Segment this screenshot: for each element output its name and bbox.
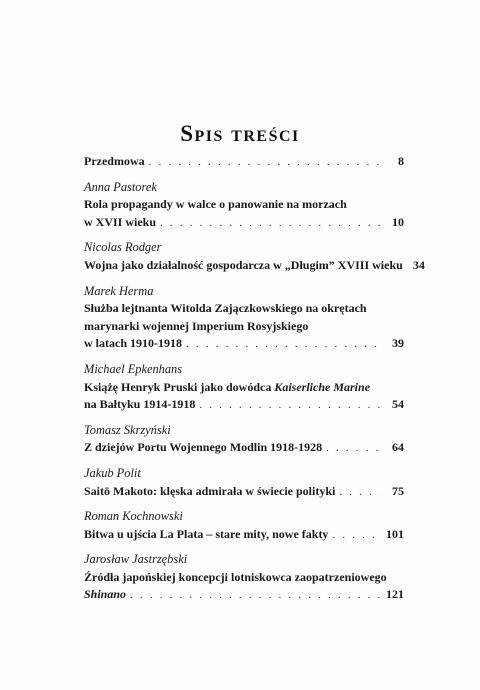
toc-author: Jarosław Jastrzębski	[84, 552, 188, 567]
toc-entry[interactable]	[84, 239, 425, 274]
toc-entry-line	[84, 483, 404, 501]
toc-page-number: 64	[392, 440, 404, 455]
toc-entry[interactable]	[84, 465, 404, 500]
toc-entry-line	[84, 257, 425, 275]
toc-entry[interactable]	[84, 551, 404, 604]
dot-leader	[326, 440, 380, 458]
toc-title-line	[84, 379, 404, 397]
toc-entry[interactable]	[84, 361, 404, 414]
toc-entry-line	[84, 214, 404, 232]
toc-page-number: 54	[392, 397, 404, 412]
toc-author: Anna Pastorek	[84, 179, 157, 194]
toc-entry-line	[84, 526, 404, 544]
toc-entry-line	[84, 439, 404, 457]
toc-author: Tomasz Skrzyński	[84, 422, 171, 437]
toc-entry-title: Przedmowa	[84, 154, 145, 168]
toc-entry[interactable]	[84, 283, 404, 353]
toc-title-line-last: Shinano	[84, 587, 127, 602]
toc-page-number: 121	[386, 587, 404, 602]
dot-leader	[339, 484, 380, 502]
dot-leader	[186, 336, 380, 354]
toc-author: Marek Herma	[84, 283, 154, 298]
toc-title-line-last: Z dziejów Portu Wojennego Modlin 1918-1928	[84, 440, 323, 455]
dot-leader	[160, 215, 380, 233]
toc-title-line: Rola propagandy w walce o panowanie na morzach	[84, 197, 347, 212]
dot-leader	[332, 527, 380, 545]
dot-leader	[130, 587, 380, 605]
toc-page-number: 101	[386, 526, 404, 541]
toc-page-number: 8	[398, 154, 404, 168]
toc-author: Roman Kochnowski	[84, 509, 183, 524]
toc-title-text: Książę Henryk Pruski jako dowódca	[84, 379, 275, 394]
toc-title-line-last: Bitwa u ujścia La Plata – stare mity, nowe fakty	[84, 526, 329, 541]
toc-page-number: 10	[392, 214, 404, 229]
toc-title-line: marynarki wojennej Imperium Rosyjskiego	[84, 318, 309, 333]
toc-author: Nicolas Rodger	[84, 240, 162, 255]
toc-entry-line	[84, 396, 404, 414]
toc-title-line-last: w latach 1910-1918	[84, 336, 182, 351]
toc-title-line-last: na Bałtyku 1914-1918	[84, 397, 196, 412]
table-of-contents	[84, 153, 425, 604]
toc-entry-line	[84, 153, 404, 171]
toc-title-line-last: Wojna jako działalność gospodarcza w „Długim” XVIII wieku	[84, 257, 403, 272]
toc-title-line: Źródła japońskiej koncepcji lotniskowca zaopatrzeniowego	[84, 569, 387, 584]
toc-title-line-last: w XVII wieku	[84, 214, 157, 229]
toc-entry[interactable]	[84, 422, 404, 457]
toc-entry[interactable]	[84, 508, 404, 543]
toc-page-number: 75	[392, 483, 404, 498]
toc-author: Michael Epkenhans	[84, 361, 183, 376]
toc-entry-line	[84, 335, 404, 353]
dot-leader	[199, 397, 380, 415]
toc-author: Jakub Polit	[84, 465, 141, 480]
page-title: Spis treści	[180, 121, 300, 146]
toc-page-number: 39	[392, 336, 404, 351]
toc-entry-line	[84, 586, 404, 604]
dot-leader	[149, 154, 380, 172]
toc-title-line: Służba lejtnanta Witolda Zajączkowskiego na okrętach	[84, 301, 367, 316]
toc-title-line-last: Saitō Makoto: klęska admirała w świecie polityki	[84, 483, 336, 498]
toc-entry[interactable]	[84, 179, 404, 232]
toc-entry-preface[interactable]	[84, 153, 404, 171]
toc-title-italic-text: Kaiserliche Marine	[274, 379, 371, 394]
toc-page-number: 34	[412, 257, 425, 272]
